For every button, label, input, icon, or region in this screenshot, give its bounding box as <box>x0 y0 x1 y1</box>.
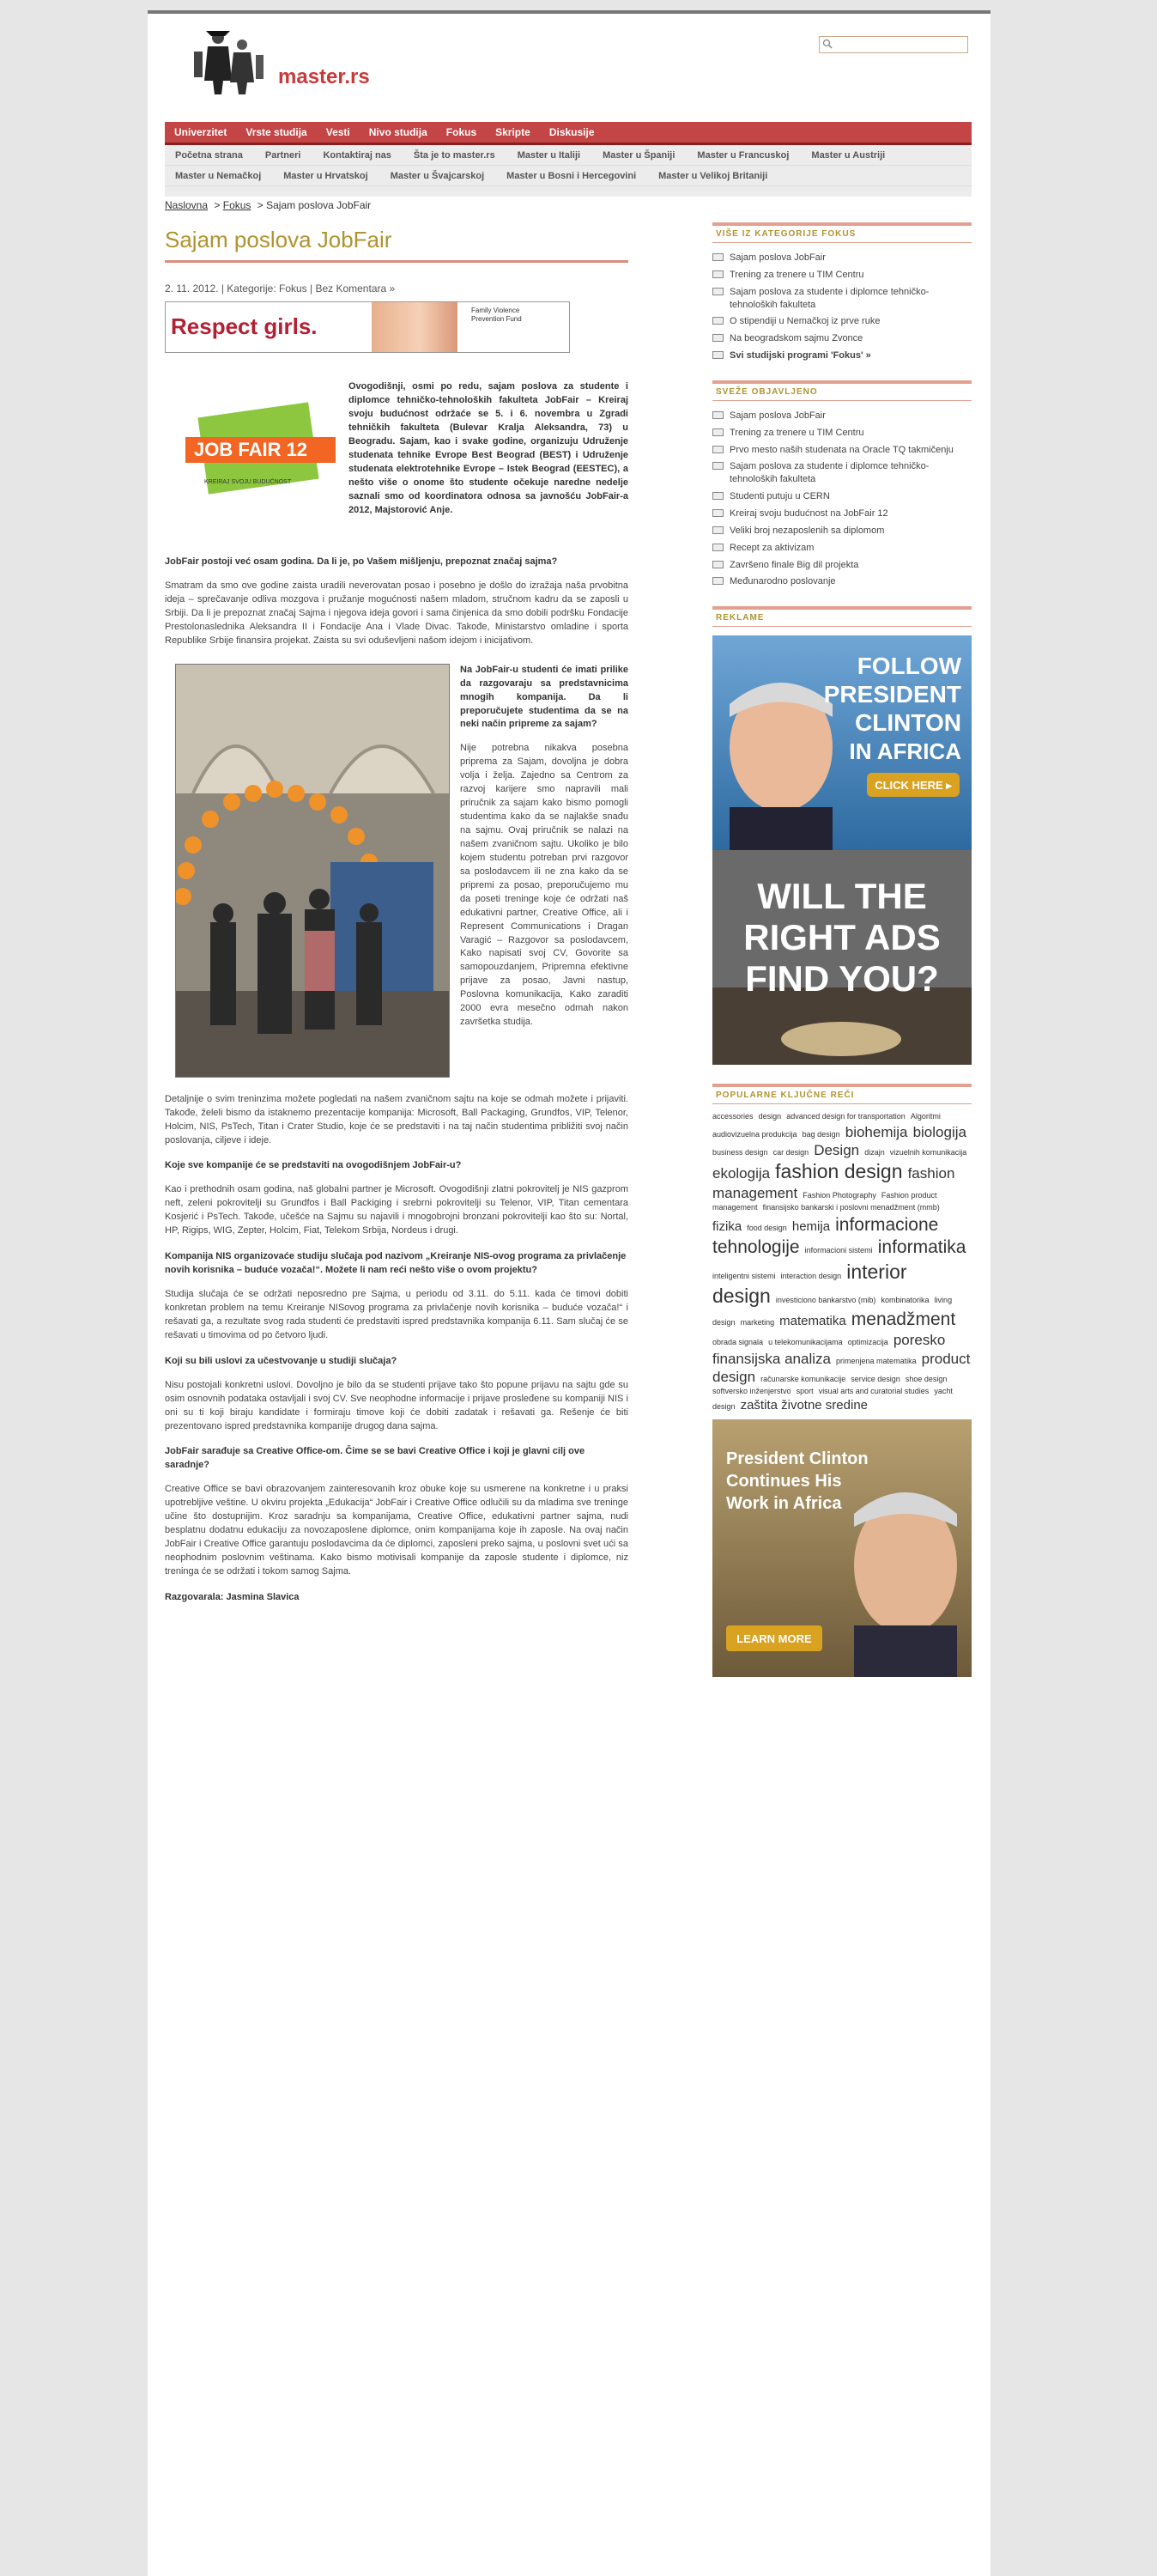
banner-text: Respect girls. <box>171 313 318 340</box>
tag-link[interactable]: menadžment <box>851 1309 956 1330</box>
sidebar-link[interactable] <box>712 313 972 331</box>
tag-link[interactable]: interior design <box>712 1260 907 1308</box>
site-logo[interactable] <box>182 29 370 98</box>
tag-cloud <box>712 1111 972 1414</box>
folder-icon <box>712 270 724 278</box>
sidebar-link-label: Trening za trenere u TIM Centru <box>730 427 864 438</box>
answer-2: Nije potrebna nikakva posebna priprema za Sajam, dovoljna je dobra volja i želja. Zajedno sa Centrom za razvoj karijere smo napravili mali priručnik za sajam kako bismo pomogli studentima kako da se najlakše snađu na sajmu. Ovaj priručnik se nalazi na našem zvaničnom sajtu. Ukoliko je bilo kojem studentu potreban prvi razgovor sa poslodavcem ili ne zna kako da se pripremi za posao, preporučujemo mu da poseti treninge koje će održati naš edukativni partner, Creative Office, ali i Represent Communications i Dragan Varagić – Razgovor sa poslodavcem, Kako napisati svoj CV, Govorite sa samopouzdanjem, Pripremna efektivne prijave za posao, Javni nastup, Poslovna komunikacija, Kako zaraditi 2000 evra mesečno odmah nakon završetka studija. <box>460 743 628 1028</box>
question-3: Koje sve kompanije će se predstaviti na ovogodišnjem JobFair-u? <box>165 1160 462 1171</box>
answer-4: Studija slučaja će se održati neposredno pre Sajma, u periodu od 3.11. do 5.11. kada će timovi dobiti konkretan problem na temu Kreiranje NISovog programa za privlačenje novih korisnika – buduće vozača!“ i rešavati ga, a rezultate svog rada studenti će predstaviti ispred predstavnika kompanija 6.11. Sam slučaj će se rešavati u timovima od po četvoro ljudi. <box>165 1289 628 1340</box>
sidebar-link-label: Recept za aktivizam <box>730 542 815 553</box>
subnav-item[interactable]: Master u Švajcarskoj <box>390 171 485 181</box>
subnav-item[interactable]: Master u Hrvatskoj <box>283 171 368 181</box>
tag-link[interactable]: management <box>712 1185 798 1202</box>
tag-link[interactable]: optimizacija <box>847 1338 888 1347</box>
sidebar-heading-ads: REKLAME <box>712 606 972 627</box>
sidebar-link-label: Sajam poslova JobFair <box>730 252 826 263</box>
banner-photo <box>372 302 457 352</box>
sidebar-link[interactable] <box>712 574 972 591</box>
folder-icon <box>712 491 724 500</box>
tag-link[interactable]: Fashion product management <box>712 1191 937 1212</box>
banner-brand: Family Violence Prevention Fund <box>471 307 522 323</box>
folder-icon <box>712 316 724 325</box>
logo-text: master.rs <box>278 65 370 88</box>
tag-link[interactable]: fizika <box>712 1219 742 1235</box>
sidebar-link[interactable] <box>712 442 972 459</box>
jobfair-photo <box>175 664 450 1078</box>
sidebar-link-label: Sajam poslova za studente i diplomce tehničko-tehnoloških fakulteta <box>730 461 930 485</box>
question-2: Na JobFair-u studenti će imati prilike da razgovaraju sa predstavnicima mnogih kompanija. Da li preporučujete studentima da se na neki način pripreme za sajam? <box>460 664 628 730</box>
tag-link[interactable]: fashion <box>907 1165 955 1182</box>
tag-link[interactable]: vizuelnih komunikacija <box>889 1148 967 1157</box>
photo-section <box>165 664 628 1083</box>
tag-link[interactable]: accessories <box>712 1112 754 1121</box>
tag-link[interactable]: Algoritmi <box>910 1112 941 1121</box>
breadcrumb-separator: > <box>214 199 221 211</box>
tag-link[interactable]: design <box>758 1112 782 1121</box>
nav-item[interactable]: Univerzitet <box>174 126 227 138</box>
breadcrumb-current: Sajam poslova JobFair <box>266 199 372 211</box>
jobfair-logo-image <box>177 401 340 504</box>
tag-link[interactable]: yacht design <box>712 1387 953 1411</box>
recent-posts-list <box>712 408 972 591</box>
subnav-item[interactable]: Partneri <box>264 150 301 161</box>
ad3-line3: Work in Africa <box>726 1493 842 1513</box>
question-5: Koji su bili uslovi za učestvovanje u studiji slučaja? <box>165 1355 397 1366</box>
tag-link[interactable]: bag design <box>802 1129 840 1139</box>
ad2-line3: FIND YOU? <box>745 958 939 999</box>
tag-link[interactable]: car design <box>772 1148 809 1157</box>
ad3-button: LEARN MORE <box>736 1631 812 1645</box>
sidebar-link[interactable] <box>712 523 972 540</box>
folder-icon <box>712 526 724 534</box>
ad1-line3: CLINTON <box>855 709 961 737</box>
sidebar-heading-tags: POPULARNE KLJUČNE REČI <box>712 1084 972 1104</box>
tag-link[interactable]: Design <box>814 1142 860 1159</box>
sidebar-link-label: Kreiraj svoju budućnost na JobFair 12 <box>730 507 888 519</box>
tag-link[interactable]: primenjena matematika <box>836 1356 917 1365</box>
subnav-item[interactable]: Master u Bosni i Hercegovini <box>506 171 637 181</box>
sidebar-link-label: Završeno finale Big dil projekta <box>730 559 859 570</box>
sidebar-link[interactable] <box>712 267 972 284</box>
answer-2b: Detaljnije o svim treninzima možete pogledati na našem zvaničnom sajtu na koje se odmah možete i prijaviti. Takođe, želeli bismo da istaknemo prezentacije kompanija: Microsoft, Ball Packaging, Grundfos, VIP, Telenor, Holcim, NIS, PsTech, Titan i Crater Studio, koje će se predstaviti i na taj način studentima približiti svoj način poslovanja, ciljeve i ideje. <box>165 1093 628 1145</box>
respect-girls-banner[interactable] <box>165 301 570 353</box>
ad1-line1: FOLLOW <box>857 653 961 680</box>
subnav-item[interactable]: Master u Nemačkoj <box>175 171 262 181</box>
breadcrumb-category[interactable]: Fokus <box>222 199 251 211</box>
subnav-item[interactable]: Master u Velikoj Britaniji <box>658 171 768 181</box>
search-icon <box>822 39 833 49</box>
sidebar-link-label: Prvo mesto naših studenata na Oracle TQ takmičenju <box>730 444 954 455</box>
tag-link[interactable]: kombinatorika <box>881 1296 930 1305</box>
sidebar-link-label: Veliki broj nezaposlenih sa diplomom <box>730 525 885 536</box>
folder-icon <box>712 252 724 261</box>
sidebar-link[interactable] <box>712 331 972 348</box>
folder-icon <box>712 428 724 436</box>
sidebar-link[interactable] <box>712 540 972 557</box>
folder-icon <box>712 543 724 551</box>
tag-link[interactable]: Fashion Photography <box>803 1191 876 1200</box>
tag-link[interactable]: biohemija <box>845 1123 908 1140</box>
tag-link[interactable]: service design <box>851 1374 900 1383</box>
subnav-item[interactable]: Master u Austriji <box>811 150 886 161</box>
sidebar-link[interactable] <box>712 557 972 574</box>
folder-icon <box>712 287 724 295</box>
tag-link[interactable]: poresko finansijska analiza <box>712 1332 946 1367</box>
intro-paragraph: Ovogodišnji, osmi po redu, sajam poslova za studente i diplomce tehničko-tehnoloških fakulteta JobFair – Kreiraj svoju budućnost održaće se 5. i 6. novembra u Zgradi tehničkih fakulteta (Bulevar Kralja Aleksandra, 73) u Beogradu. Sajam, kao i svake godine, organizuju Udruženje studenata tehnike Evrope Best Beograd (BEST) i Udruženje studenata elektrotehnike Evrope – Istek Beograd (EESTEC), a nešto više o onome što studente očekuje naredne nedelje saznali smo od koordinatora odnosa sa javnošću JobFair-a 2012, Majstorović Anje. <box>348 381 628 515</box>
sidebar-link[interactable] <box>712 489 972 506</box>
sidebar-link[interactable] <box>712 459 972 489</box>
jobfair-logo-sub: KREIRAJ SVOJU BUDUĆNOST <box>204 479 292 486</box>
tag-link[interactable]: interaction design <box>780 1271 842 1280</box>
tag-link[interactable]: product design <box>712 1350 971 1385</box>
tag-link[interactable]: biologija <box>912 1123 966 1140</box>
sidebar-link-label: Sajam poslova za studente i diplomce tehničko-tehnoloških fakulteta <box>730 286 930 310</box>
ad-clinton-work[interactable] <box>712 1419 972 1677</box>
tag-link[interactable]: informacioni sistemi <box>804 1246 873 1255</box>
nav-item[interactable]: Skripte <box>495 126 530 138</box>
subnav-item[interactable]: Kontaktiraj nas <box>323 150 391 161</box>
tag-link[interactable]: visual arts and curatorial studies <box>818 1387 930 1396</box>
folder-icon <box>712 461 724 470</box>
tag-link[interactable]: računarske komunikacije <box>760 1374 846 1383</box>
category-posts-list <box>712 250 972 365</box>
page-wrapper <box>148 10 990 2576</box>
folder-icon <box>712 560 724 568</box>
tag-link[interactable]: audiovizuelna produkcija <box>712 1129 797 1139</box>
breadcrumb-separator: > <box>257 199 264 211</box>
tag-link[interactable]: u telekomunikacijama <box>768 1338 843 1347</box>
answer-6: Creative Office se bavi obrazovanjem zainteresovanih kroz obuke koje su usmerene na konkretne i u praksi upotrebljive veštine. U okviru projekta „Edukacija“ JobFair i Creative Office odlučili su da mladima sve treninge učine što dostupnijim. Kroz saradnju sa kompanijama, Creative Office, edukativni partner sajma, nudi besplatnu dodatnu edukaciju za novozaposlene diplomce, onim kompanijama koje ih zaposle. Na ovaj način JobFair i Creative Office garantuju poslodavcima da će diplomci, zaposleni preko sajma, u poslovni svet ući sa neophodnim poslovnim veštinama. Kako bismo motivisali kompanije da zaposle studente i diplomce, niz treninga će se održati i tokom samog Sajma. <box>165 1484 628 1577</box>
tag-link[interactable]: marketing <box>740 1318 775 1327</box>
tag-link[interactable]: investiciono bankarstvo (mib) <box>775 1296 876 1305</box>
answer-1: Smatram da smo ove godine zaista uradili neverovatan posao i posebno je došlo do izražaja naša prvobitna ideja – sprečavanje odliva mozgova i pružanje mogućnosti našem mladom, stručnom kadru da se zaposli u Srbiji. Da li je prepoznat značaj Sajma i njegova ideja govori i sama činjenica da smo dobili podršku Fondacije Prestolonaslednika Aleksandra II i Fondacije Ana i Vlade Divac. Takođe, Ministarstvo omladine i sporta Republike Srbije finansira projekat. Zaista su svi oduševljeni našom idejom i inicijativom. <box>165 580 628 646</box>
main-nav <box>165 122 972 145</box>
subnav-item[interactable]: Master u Španiji <box>603 150 675 161</box>
answer-5: Nisu postojali konkretni uslovi. Dovoljno je bilo da se studenti prijave tako što popune prijavu na sajtu gde su osim osnovnih podataka ostavljali i svoj CV. Sve neophodne informacije i prijave prosleđene su kompaniji NIS i oni su ti koji biraju kandidate i formiraju timove koji će dobiti zadatak i rešavati ga. Rešenje će biti prezentovano ispred predstavnika kompanije drugog dana sajma. <box>165 1379 628 1431</box>
sidebar-link[interactable] <box>712 408 972 425</box>
question-6: JobFair sarađuje sa Creative Office-om. Čime se se bavi Creative Office i koji je glavni cilj ove saradnje? <box>165 1446 585 1471</box>
sidebar-link[interactable] <box>712 250 972 267</box>
nav-item[interactable]: Nivo studija <box>368 126 427 138</box>
folder-icon <box>712 410 724 419</box>
subnav-item[interactable]: Master u Francuskoj <box>697 150 790 161</box>
intro-block <box>165 380 628 544</box>
sidebar-heading-recent: SVEŽE OBJAVLJENO <box>712 380 972 401</box>
post-meta: 2. 11. 2012. | Kategorije: Fokus | Bez Komentara » <box>165 282 396 295</box>
folder-icon <box>712 508 724 517</box>
ad-right-ads[interactable] <box>712 850 972 1065</box>
folder-icon <box>712 445 724 453</box>
ad1-line4: IN AFRICA <box>849 738 961 765</box>
tag-link[interactable]: inteligentni sistemi <box>712 1271 776 1280</box>
sidebar-link[interactable] <box>712 348 972 365</box>
ad3-line1: President Clinton <box>726 1449 869 1468</box>
tag-link[interactable]: advanced design for transportation <box>786 1112 906 1121</box>
sidebar <box>712 222 972 1677</box>
folder-icon <box>712 350 724 359</box>
tag-link[interactable]: finansijsko bankarski i poslovni menadžment (mmb) <box>762 1203 940 1212</box>
sidebar-link-label: Trening za trenere u TIM Centru <box>730 269 864 280</box>
tag-link[interactable]: matematika <box>779 1314 846 1329</box>
sidebar-link-label: Na beogradskom sajmu Zvonce <box>730 333 863 344</box>
graduates-logo-icon <box>182 29 276 98</box>
question-1: JobFair postoji već osam godina. Da li je, po Vašem mišljenju, prepoznat značaj sajma? <box>165 556 558 568</box>
ad2-line1: WILL THE <box>757 876 927 917</box>
page-title: Sajam poslova JobFair <box>165 224 628 263</box>
sidebar-link-label: Studenti putuju u CERN <box>730 491 830 502</box>
sidebar-link[interactable] <box>712 425 972 442</box>
article <box>165 224 628 1605</box>
nav-item[interactable]: Vesti <box>325 126 350 138</box>
tag-link[interactable]: obrada signala <box>712 1338 764 1347</box>
sidebar-link[interactable] <box>712 284 972 314</box>
question-4: Kompanija NIS organizovaće studiju slučaja pod nazivom „Kreiranje NIS-ovog programa za privlačenje novih korisnika – buduće vozača!“. Možete li nam reći nešto više o ovom projektu? <box>165 1251 627 1276</box>
ad-clinton-africa[interactable] <box>712 635 972 850</box>
search-box[interactable] <box>819 36 968 53</box>
tag-link[interactable]: informatika <box>877 1237 966 1258</box>
tag-link[interactable]: fashion design <box>775 1160 903 1183</box>
breadcrumb <box>165 199 371 211</box>
subnav-item[interactable]: Šta je to master.rs <box>413 150 495 161</box>
folder-icon <box>712 333 724 342</box>
tag-link[interactable]: hemija <box>791 1219 831 1235</box>
nav-item[interactable]: Fokus <box>445 126 477 138</box>
sidebar-link[interactable] <box>712 506 972 523</box>
subnav-item[interactable]: Početna strana <box>175 150 243 161</box>
tag-link[interactable]: softversko inženjerstvo <box>712 1387 791 1396</box>
ad1-line2: PRESIDENT <box>823 681 961 708</box>
ad3-line2: Continues His <box>726 1471 842 1491</box>
tag-link[interactable]: sport <box>796 1387 814 1396</box>
tag-link[interactable]: dizajn <box>864 1148 885 1157</box>
tag-link[interactable]: shoe design <box>905 1374 948 1383</box>
folder-icon <box>712 576 724 585</box>
sidebar-heading-category: VIŠE IZ KATEGORIJE FOKUS <box>712 222 972 243</box>
author-credit: Razgovarala: Jasmina Slavica <box>165 1591 300 1602</box>
ad1-button: CLICK HERE ▸ <box>875 779 952 793</box>
tag-link[interactable]: food design <box>747 1224 787 1233</box>
sidebar-link-label: O stipendiji u Nemačkoj iz prve ruke <box>730 316 881 327</box>
tag-link[interactable]: zaštita životne sredine <box>740 1397 869 1413</box>
search-input[interactable] <box>835 39 967 52</box>
sub-nav <box>165 145 972 197</box>
nav-item[interactable]: Vrste studija <box>245 126 307 138</box>
subnav-item[interactable]: Master u Italiji <box>517 150 581 161</box>
answer-3: Kao i prethodnih osam godina, naš globalni partner je Microsoft. Ovogodišnji zlatni pokrovitelj je NIS gazprom neft, zeleni pokrovitelji su Grundfos i Ball Packiging i srebrni pokrovitelji su Telenor, VIP, Titan cementara Kosjerić i PsTech. Takođe, učešće na Sajmu su najavili i mnogobrojni bronzani pokrovitelji kao što su: Nortal, HP, Rigips, WIG, Zepter, Holcim, Fiat, Telekom Srbija, Nordeus i drugi. <box>165 1184 628 1236</box>
tag-link[interactable]: living design <box>712 1296 953 1327</box>
tag-link[interactable]: business design <box>712 1148 768 1157</box>
nav-item[interactable]: Diskusije <box>548 126 595 138</box>
sidebar-link-label: Međunarodno poslovanje <box>730 576 836 587</box>
ad2-line2: RIGHT ADS <box>743 917 941 958</box>
sidebar-link-label: Sajam poslova JobFair <box>730 410 826 421</box>
breadcrumb-home[interactable]: Naslovna <box>165 199 209 211</box>
tag-link[interactable]: informacione tehnologije <box>712 1215 939 1258</box>
jobfair-logo-text: JOB FAIR 12 <box>194 439 308 461</box>
sidebar-link-label: Svi studijski programi 'Fokus' » <box>730 350 871 361</box>
tag-link[interactable]: ekologija <box>712 1165 771 1182</box>
